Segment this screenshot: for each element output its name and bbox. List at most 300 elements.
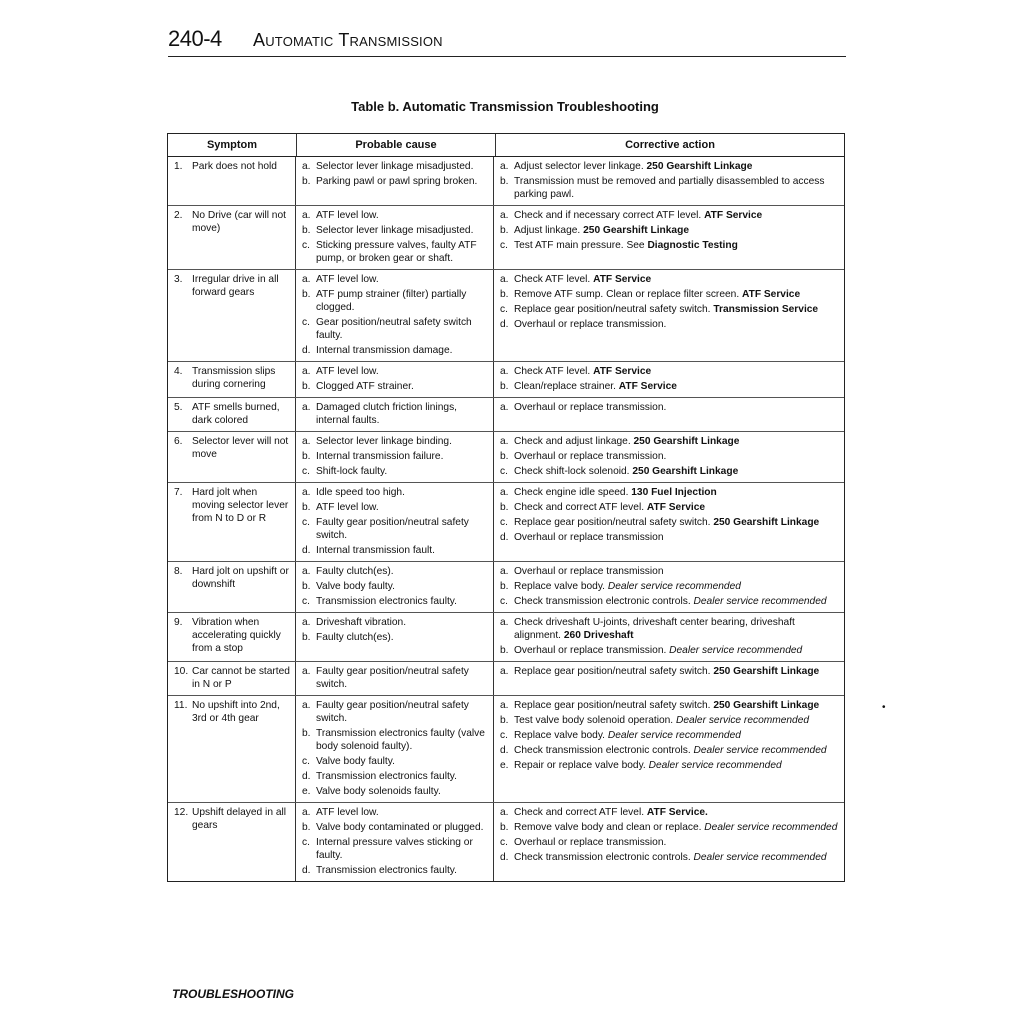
action-body	[514, 486, 717, 499]
table-row	[168, 696, 844, 803]
troubleshooting-table	[167, 133, 845, 882]
cause-cell	[296, 562, 494, 612]
cause-text: Transmission electronics faulty.	[316, 771, 457, 782]
item-letter: a.	[302, 436, 311, 447]
service-note: Dealer service recommended	[693, 596, 827, 607]
symptom-number: 4.	[174, 366, 183, 377]
action-cell	[494, 483, 844, 561]
action-item	[500, 595, 838, 608]
item-letter: c.	[500, 517, 508, 528]
item-letter: b.	[302, 502, 311, 513]
item-letter: a.	[500, 402, 509, 413]
action-text: Replace gear position/neutral safety switch.	[514, 666, 711, 677]
item-letter: a.	[302, 274, 311, 285]
cause-item	[302, 631, 489, 644]
page-header	[168, 26, 846, 57]
action-body	[514, 821, 837, 834]
action-text: Remove valve body and clean or replace.	[514, 822, 702, 833]
service-note: Dealer service recommended	[648, 760, 782, 771]
service-note: Dealer service recommended	[607, 730, 741, 741]
action-item	[500, 401, 838, 414]
item-letter: d.	[302, 345, 311, 356]
symptom	[174, 616, 291, 655]
item-letter: c.	[500, 466, 508, 477]
item-letter: a.	[302, 210, 311, 221]
action-item	[500, 465, 838, 478]
cause-item	[302, 544, 489, 557]
action-item	[500, 318, 838, 331]
cause-header: Probable cause	[297, 134, 496, 156]
symptom-text: ATF smells burned, dark colored	[192, 402, 280, 426]
action-item	[500, 435, 838, 448]
action-text: Clean/replace strainer.	[514, 381, 616, 392]
cause-item	[302, 288, 489, 314]
symptom-text: Hard jolt when moving selector lever from N to D or R	[192, 487, 289, 524]
action-body	[514, 273, 651, 286]
action-item	[500, 836, 838, 849]
item-letter: b.	[500, 502, 509, 513]
manual-reference: 250 Gearshift Linkage	[713, 700, 820, 711]
item-letter: a.	[302, 700, 311, 711]
cause-cell	[296, 362, 494, 397]
manual-reference: Transmission Service	[713, 304, 819, 315]
symptom-number: 1.	[174, 161, 183, 172]
item-letter: b.	[500, 581, 509, 592]
action-text: Overhaul or replace transmission.	[514, 319, 667, 330]
cause-text: Valve body solenoids faulty.	[316, 786, 441, 797]
item-letter: c.	[302, 240, 310, 251]
action-cell	[494, 696, 844, 802]
item-letter: d.	[500, 745, 509, 756]
action-body	[514, 744, 827, 757]
action-item	[500, 380, 838, 393]
cause-text: Transmission electronics faulty (valve body solenoid faulty).	[316, 728, 485, 752]
cause-text: Damaged clutch friction linings, internal faults.	[316, 402, 457, 426]
cause-text: Valve body faulty.	[316, 756, 395, 767]
cause-text: Shift-lock faulty.	[316, 466, 388, 477]
item-letter: a.	[302, 617, 311, 628]
cause-item	[302, 239, 489, 265]
action-text: Test ATF main pressure. See	[514, 240, 645, 251]
action-cell	[494, 613, 844, 661]
cause-text: ATF level low.	[316, 274, 379, 285]
action-item	[500, 644, 838, 657]
action-item	[500, 175, 838, 201]
service-note: Dealer service recommended	[607, 581, 741, 592]
symptom-number: 11.	[174, 700, 188, 711]
item-letter: d.	[500, 319, 509, 330]
symptom-text: Irregular drive in all forward gears	[192, 274, 279, 298]
item-letter: a.	[500, 666, 509, 677]
symptom	[174, 160, 291, 173]
cause-text: ATF level low.	[316, 210, 379, 221]
manual-reference: ATF Service	[593, 274, 652, 285]
action-text: Check and adjust linkage.	[514, 436, 631, 447]
symptom-number: 2.	[174, 210, 183, 221]
action-text: Check driveshaft U-joints, driveshaft center bearing, driveshaft alignment.	[514, 617, 795, 641]
manual-reference: 250 Gearshift Linkage	[632, 466, 739, 477]
action-text: Check and correct ATF level.	[514, 807, 645, 818]
action-header: Corrective action	[625, 139, 715, 151]
cause-cell	[296, 206, 494, 269]
cause-text: ATF level low.	[316, 807, 379, 818]
action-text: Replace gear position/neutral safety switch.	[514, 700, 711, 711]
action-cell	[494, 206, 844, 269]
table-row	[168, 483, 844, 562]
cause-item	[302, 316, 489, 342]
cause-item	[302, 785, 489, 798]
cause-item	[302, 580, 489, 593]
cause-item	[302, 665, 489, 691]
table-row	[168, 157, 844, 206]
cause-text: Internal transmission failure.	[316, 451, 444, 462]
item-letter: e.	[500, 760, 509, 771]
cause-item	[302, 160, 489, 173]
symptom-cell	[168, 562, 296, 612]
cause-cell	[296, 613, 494, 661]
table-body	[168, 157, 844, 881]
chapter-title: Automatic Transmission	[253, 30, 443, 50]
symptom-number: 10.	[174, 666, 189, 677]
cause-text: Clogged ATF strainer.	[316, 381, 414, 392]
cause-cell	[296, 662, 494, 695]
item-letter: c.	[500, 837, 508, 848]
action-body	[514, 303, 818, 316]
item-letter: c.	[302, 756, 310, 767]
action-text: Check and correct ATF level.	[514, 502, 645, 513]
symptom	[174, 699, 291, 725]
symptom-number: 12.	[174, 807, 189, 818]
action-body	[514, 501, 705, 514]
action-item	[500, 486, 838, 499]
symptom-text: Vibration when accelerating quickly from a stop	[192, 617, 281, 654]
item-letter: c.	[302, 837, 310, 848]
manual-reference: 250 Gearshift Linkage	[713, 666, 820, 677]
item-letter: b.	[302, 822, 311, 833]
action-body	[514, 595, 827, 608]
cause-item	[302, 380, 489, 393]
cause-item	[302, 224, 489, 237]
item-letter: b.	[302, 728, 311, 739]
manual-reference: ATF Service	[704, 210, 763, 221]
cause-item	[302, 175, 489, 188]
action-item	[500, 160, 838, 173]
table-row	[168, 362, 844, 398]
symptom-text: No upshift into 2nd, 3rd or 4th gear	[192, 700, 280, 724]
item-letter: b.	[302, 581, 311, 592]
manual-reference: 250 Gearshift Linkage	[633, 436, 740, 447]
action-text: Check and if necessary correct ATF level.	[514, 210, 702, 221]
item-letter: b.	[500, 822, 509, 833]
cause-text: Selector lever linkage misadjusted.	[316, 161, 474, 172]
cause-text: Valve body faulty.	[316, 581, 395, 592]
cause-item	[302, 864, 489, 877]
item-letter: a.	[302, 807, 311, 818]
action-item	[500, 365, 838, 378]
action-cell	[494, 398, 844, 431]
symptom-cell	[168, 613, 296, 661]
symptom-cell	[168, 483, 296, 561]
cause-item	[302, 616, 489, 629]
table-row	[168, 432, 844, 483]
action-body	[514, 580, 741, 593]
action-text: Overhaul or replace transmission.	[514, 645, 667, 656]
cause-cell	[296, 157, 494, 205]
action-body	[514, 665, 819, 678]
service-note: Dealer service recommended	[669, 645, 803, 656]
table-row	[168, 562, 844, 613]
cause-text: Gear position/neutral safety switch faulty.	[316, 317, 472, 341]
item-letter: b.	[500, 451, 509, 462]
cause-item	[302, 699, 489, 725]
manual-reference: ATF Service	[593, 366, 652, 377]
item-letter: b.	[500, 225, 509, 236]
symptom-text: Selector lever will not move	[192, 436, 289, 460]
action-text: Overhaul or replace transmission	[514, 566, 664, 577]
cause-cell	[296, 803, 494, 881]
cause-cell	[296, 432, 494, 482]
cause-text: ATF level low.	[316, 502, 379, 513]
cause-item	[302, 821, 489, 834]
cause-text: Selector lever linkage misadjusted.	[316, 225, 474, 236]
action-body	[514, 288, 800, 301]
cause-text: Internal pressure valves sticking or faulty.	[316, 837, 473, 861]
action-text: Adjust selector lever linkage.	[514, 161, 644, 172]
action-item	[500, 273, 838, 286]
action-body	[514, 759, 782, 772]
action-text: Check transmission electronic controls.	[514, 745, 691, 756]
cause-item	[302, 365, 489, 378]
action-item	[500, 288, 838, 301]
action-item	[500, 665, 838, 678]
action-text: Replace valve body.	[514, 730, 605, 741]
item-letter: d.	[302, 545, 311, 556]
cause-text: ATF pump strainer (filter) partially clogged.	[316, 289, 467, 313]
item-letter: d.	[302, 771, 311, 782]
action-body	[514, 565, 663, 578]
table-row	[168, 206, 844, 270]
action-cell	[494, 270, 844, 361]
manual-reference: 250 Gearshift Linkage	[713, 517, 820, 528]
action-cell	[494, 662, 844, 695]
item-letter: c.	[500, 240, 508, 251]
symptom-cell	[168, 432, 296, 482]
action-text: Remove ATF sump. Clean or replace filter screen.	[514, 289, 740, 300]
cause-item	[302, 770, 489, 783]
item-letter: a.	[302, 487, 311, 498]
action-item	[500, 224, 838, 237]
item-letter: d.	[500, 852, 509, 863]
symptom-text: Upshift delayed in all gears	[192, 807, 287, 831]
item-letter: a.	[500, 617, 509, 628]
action-body	[514, 729, 741, 742]
item-letter: d.	[500, 532, 509, 543]
cause-item	[302, 486, 489, 499]
action-text: Transmission must be removed and partially disassembled to access parking pawl.	[514, 176, 825, 200]
stray-mark: •	[882, 702, 886, 713]
table-title: Table b. Automatic Transmission Troubleshooting	[351, 99, 659, 114]
symptom-number: 6.	[174, 436, 183, 447]
symptom-text: Hard jolt on upshift or downshift	[192, 566, 289, 590]
manual-reference: ATF Service	[618, 381, 677, 392]
action-text: Check transmission electronic controls.	[514, 596, 691, 607]
symptom-text: Transmission slips during cornering	[192, 366, 276, 390]
action-body	[514, 531, 663, 544]
symptom-cell	[168, 206, 296, 269]
cause-text: Idle speed too high.	[316, 487, 405, 498]
item-letter: c.	[302, 517, 310, 528]
symptom	[174, 806, 291, 832]
item-letter: a.	[500, 161, 509, 172]
service-note: Dealer service recommended	[704, 822, 838, 833]
symptom-text: Car cannot be started in N or P	[192, 666, 290, 690]
table-row	[168, 662, 844, 696]
action-body	[514, 516, 819, 529]
action-body	[514, 699, 819, 712]
service-note: Dealer service recommended	[693, 745, 827, 756]
cause-text: Internal transmission fault.	[316, 545, 435, 556]
item-letter: b.	[302, 632, 311, 643]
action-body	[514, 616, 838, 642]
item-letter: b.	[302, 176, 311, 187]
manual-reference: 250 Gearshift Linkage	[583, 225, 689, 236]
manual-reference: 250 Gearshift Linkage	[646, 161, 753, 172]
page-footer: TROUBLESHOOTING	[172, 987, 294, 1001]
cause-item	[302, 401, 489, 427]
action-item	[500, 759, 838, 772]
item-letter: a.	[500, 807, 509, 818]
action-body	[514, 851, 827, 864]
manual-reference: 130 Fuel Injection	[631, 487, 717, 498]
action-body	[514, 365, 651, 378]
action-cell	[494, 432, 844, 482]
item-letter: a.	[500, 700, 509, 711]
action-item	[500, 616, 838, 642]
action-text: Adjust linkage.	[514, 225, 581, 236]
symptom	[174, 401, 291, 427]
action-text: Check shift-lock solenoid.	[514, 466, 630, 477]
action-item	[500, 851, 838, 864]
action-body	[514, 239, 738, 252]
cause-item	[302, 273, 489, 286]
action-text: Overhaul or replace transmission.	[514, 837, 667, 848]
manual-reference: ATF Service.	[646, 807, 708, 818]
action-body	[514, 318, 666, 331]
manual-reference: Diagnostic Testing	[647, 240, 738, 251]
cause-item	[302, 595, 489, 608]
item-letter: a.	[302, 402, 311, 413]
item-letter: a.	[302, 161, 311, 172]
table-row	[168, 398, 844, 432]
action-item	[500, 239, 838, 252]
cause-text: Internal transmission damage.	[316, 345, 453, 356]
item-letter: b.	[500, 645, 509, 656]
action-text: Test valve body solenoid operation.	[514, 715, 674, 726]
page-number: 240-4	[168, 26, 222, 51]
action-body	[514, 160, 752, 173]
item-letter: c.	[302, 466, 310, 477]
item-letter: a.	[302, 566, 311, 577]
cause-text: Transmission electronics faulty.	[316, 865, 457, 876]
action-text: Overhaul or replace transmission.	[514, 451, 667, 462]
cause-text: ATF level low.	[316, 366, 379, 377]
action-cell	[494, 157, 844, 205]
symptom	[174, 565, 291, 591]
action-item	[500, 806, 838, 819]
action-item	[500, 303, 838, 316]
table-row	[168, 270, 844, 362]
cause-cell	[296, 696, 494, 802]
action-text: Overhaul or replace transmission.	[514, 402, 667, 413]
action-text: Overhaul or replace transmission	[514, 532, 664, 543]
action-item	[500, 714, 838, 727]
cause-text: Faulty gear position/neutral safety switch.	[316, 666, 469, 690]
action-text: Check ATF level.	[514, 274, 591, 285]
action-body	[514, 714, 809, 727]
action-item	[500, 450, 838, 463]
cause-item	[302, 435, 489, 448]
symptom	[174, 273, 291, 299]
cause-cell	[296, 483, 494, 561]
cause-text: Faulty clutch(es).	[316, 632, 394, 643]
action-body	[514, 224, 689, 237]
cause-text: Transmission electronics faulty.	[316, 596, 457, 607]
cause-item	[302, 727, 489, 753]
cause-item	[302, 516, 489, 542]
symptom-cell	[168, 157, 296, 205]
action-item	[500, 516, 838, 529]
symptom-number: 9.	[174, 617, 183, 628]
cause-item	[302, 501, 489, 514]
action-item	[500, 580, 838, 593]
cause-item	[302, 755, 489, 768]
cause-text: Faulty gear position/neutral safety switch.	[316, 700, 469, 724]
symptom-cell	[168, 696, 296, 802]
action-text: Repair or replace valve body.	[514, 760, 646, 771]
action-text: Replace gear position/neutral safety switch.	[514, 304, 711, 315]
action-body	[514, 175, 838, 201]
action-item	[500, 699, 838, 712]
symptom-number: 5.	[174, 402, 183, 413]
action-item	[500, 209, 838, 222]
cause-item	[302, 344, 489, 357]
item-letter: c.	[302, 596, 310, 607]
service-note: Dealer service recommended	[675, 715, 810, 726]
cause-text: Selector lever linkage binding.	[316, 436, 452, 447]
symptom	[174, 486, 291, 525]
cause-text: Parking pawl or pawl spring broken.	[316, 176, 478, 187]
action-item	[500, 744, 838, 757]
action-body	[514, 450, 666, 463]
cause-item	[302, 465, 489, 478]
symptom	[174, 665, 291, 691]
item-letter: b.	[302, 381, 311, 392]
item-letter: a.	[302, 666, 311, 677]
symptom-cell	[168, 398, 296, 431]
manual-reference: ATF Service	[742, 289, 801, 300]
cause-item	[302, 209, 489, 222]
item-letter: c.	[302, 317, 310, 328]
item-letter: b.	[500, 381, 509, 392]
item-letter: e.	[302, 786, 311, 797]
service-note: Dealer service recommended	[693, 852, 827, 863]
item-letter: b.	[500, 289, 509, 300]
cause-item	[302, 565, 489, 578]
action-cell	[494, 803, 844, 881]
item-letter: b.	[302, 451, 311, 462]
action-body	[514, 435, 739, 448]
table-row	[168, 613, 844, 662]
